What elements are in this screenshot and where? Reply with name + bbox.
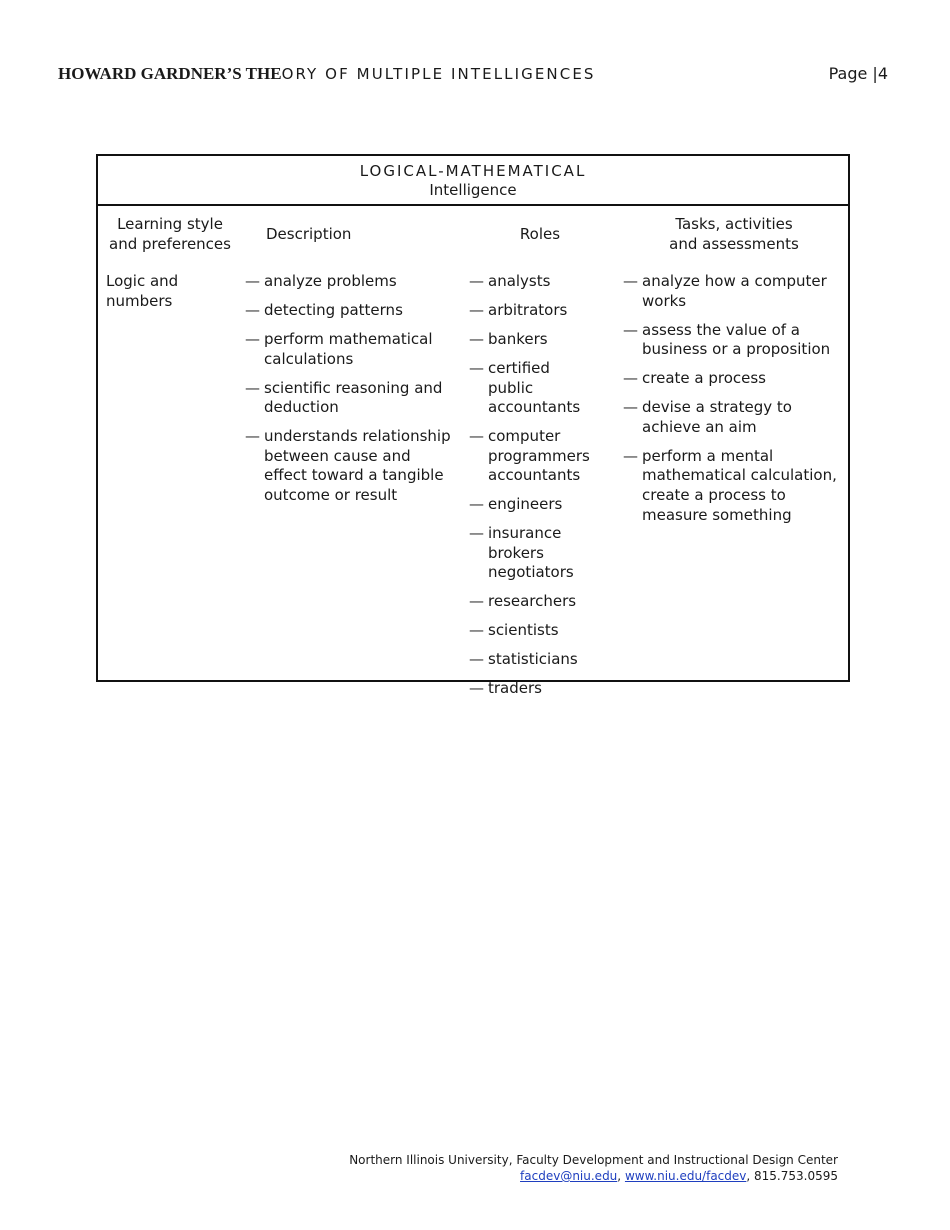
footer-phone: , 815.753.0595: [746, 1169, 838, 1183]
header-tasks-line2: and assessments: [669, 235, 799, 253]
header-learning-style-line2: and preferences: [109, 235, 231, 253]
description-item: — analyze problems: [245, 272, 455, 292]
header-roles: Roles: [519, 225, 561, 243]
role-item: — analysts: [469, 272, 599, 292]
table-title-sub: Intelligence: [429, 181, 517, 199]
header-description: Description: [266, 225, 352, 243]
description-column: [245, 272, 455, 515]
header-learning-style: [102, 214, 238, 254]
footer-website-link[interactable]: www.niu.edu/facdev: [624, 1169, 747, 1183]
role-item: — statisticians: [469, 650, 599, 670]
task-item: — devise a strategy to achieve an aim: [623, 398, 847, 437]
role-item: — certified public accountants: [469, 359, 599, 418]
table-title-main: LOGICAL-MATHEMATICAL: [359, 162, 587, 180]
header-learning-style-line1: Learning style: [117, 215, 223, 233]
document-title: [58, 64, 596, 84]
header-tasks-line1: Tasks, activities: [675, 215, 793, 233]
description-list: [245, 272, 455, 506]
footer-email-link[interactable]: facdev@niu.edu: [520, 1169, 618, 1183]
role-item: — traders: [469, 679, 599, 699]
role-item: — engineers: [469, 495, 599, 515]
title-spaced-part: ORY OF MULTIPLE INTELLIGENCES: [281, 65, 596, 83]
task-item: — create a process: [623, 369, 847, 389]
role-item: — scientists: [469, 621, 599, 641]
roles-list: [469, 272, 599, 699]
tasks-list: [623, 272, 847, 525]
learning-style-cell: Logic and numbers: [106, 272, 179, 310]
role-item: — arbitrators: [469, 301, 599, 321]
description-item: — scientific reasoning and deduction: [245, 379, 455, 418]
header-tasks: [638, 214, 830, 254]
task-item: — assess the value of a business or a proposition: [623, 321, 847, 360]
role-item: — researchers: [469, 592, 599, 612]
role-item: — insurance brokers negotiators: [469, 524, 599, 583]
footer-institution: Northern Illinois University, Faculty Development and Instructional Design Center: [349, 1153, 838, 1167]
description-item: — perform mathematical calculations: [245, 330, 455, 369]
task-item: — perform a mental mathematical calculation, create a process to measure something: [623, 447, 847, 525]
task-item: — analyze how a computer works: [623, 272, 847, 311]
role-item: — bankers: [469, 330, 599, 350]
page-header: [58, 62, 888, 86]
title-bold-part: HOWARD GARDNER’S THE: [58, 64, 282, 83]
description-item: — detecting patterns: [245, 301, 455, 321]
role-item: — computer programmers accountants: [469, 427, 599, 486]
tasks-column: [623, 272, 847, 534]
intelligence-table: [96, 154, 850, 698]
description-item: — understands relationship between cause and effect toward a tangible outcome or result: [245, 427, 455, 505]
page-footer: [349, 1152, 838, 1184]
page-number: Page |4: [828, 64, 888, 83]
table-title: [98, 156, 848, 206]
roles-column: [469, 272, 599, 708]
footer-separator: ,: [617, 1169, 625, 1183]
footer-contact: [349, 1168, 838, 1184]
